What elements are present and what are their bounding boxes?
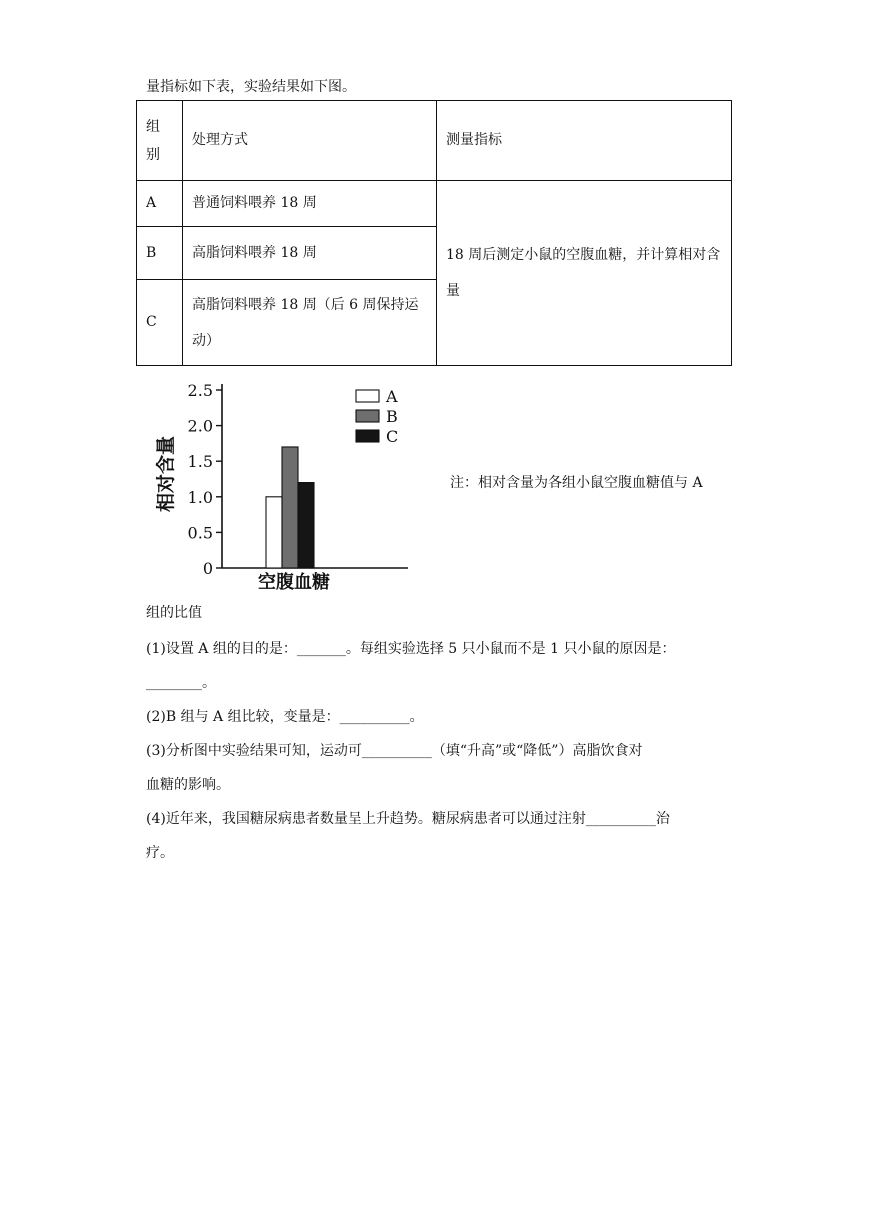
chart-note-continued: 组的比值 <box>146 605 202 621</box>
header-group-text: 组别 <box>146 118 160 163</box>
y-tick-label: 2.5 <box>187 381 213 400</box>
treatment-cell: 高脂饲料喂养 18 周 <box>183 227 437 280</box>
header-measure: 测量指标 <box>437 101 732 181</box>
question-4-continued: 疗。 <box>146 845 174 861</box>
y-tick-label: 0.5 <box>187 523 213 543</box>
experiment-table <box>136 100 732 366</box>
chart-axes <box>222 384 408 568</box>
bar-b <box>282 447 298 568</box>
y-tick-label: 1.0 <box>187 487 213 507</box>
y-axis-label: 相对含量 <box>155 435 177 513</box>
group-cell: A <box>137 181 183 227</box>
y-tick-label: 0 <box>202 559 213 578</box>
measure-cell: 18 周后测定小鼠的空腹血糖，并计算相对含量 <box>437 181 732 366</box>
y-tick-label: 1.5 <box>187 452 213 472</box>
intro-text: 量指标如下表，实验结果如下图。 <box>146 79 356 95</box>
legend-swatch-c <box>356 430 379 442</box>
legend-swatch-b <box>356 410 379 422</box>
table-header-row <box>137 101 732 181</box>
bar-a <box>266 497 282 568</box>
chart-legend <box>356 387 398 446</box>
question-2: (2)B 组与 A 组比较，变量是：__________。 <box>146 709 424 725</box>
y-tick-label: 2.0 <box>187 416 213 436</box>
chart-note: 注：相对含量为各组小鼠空腹血糖值与 A <box>450 475 703 491</box>
question-1: (1)设置 A 组的目的是：_______。每组实验选择 5 只小鼠而不是 1 只小鼠的原因是： <box>146 641 676 657</box>
question-1-continued: ________。 <box>146 675 216 691</box>
legend-label-a: A <box>386 387 398 406</box>
treatment-cell: 普通饲料喂养 18 周 <box>183 181 437 227</box>
header-treatment: 处理方式 <box>183 101 437 181</box>
bar-c <box>298 483 314 568</box>
question-3: (3)分析图中实验结果可知，运动可__________（填“升高”或“降低”）高脂饮食对 <box>146 743 643 759</box>
group-cell: C <box>137 280 183 366</box>
question-4: (4)近年来，我国糖尿病患者数量呈上升趋势。糖尿病患者可以通过注射__________治 <box>146 811 670 827</box>
group-cell: B <box>137 227 183 280</box>
header-group <box>137 101 183 181</box>
fasting-glucose-chart <box>150 372 420 594</box>
legend-label-b: B <box>386 407 398 426</box>
x-axis-label: 空腹血糖 <box>258 572 330 593</box>
bars <box>266 447 314 568</box>
y-ticks <box>188 381 222 578</box>
treatment-cell: 高脂饲料喂养 18 周（后 6 周保持运动） <box>183 280 437 366</box>
table-row <box>137 181 732 227</box>
legend-label-c: C <box>386 427 399 446</box>
legend-swatch-a <box>356 390 379 402</box>
question-3-continued: 血糖的影响。 <box>146 777 230 793</box>
